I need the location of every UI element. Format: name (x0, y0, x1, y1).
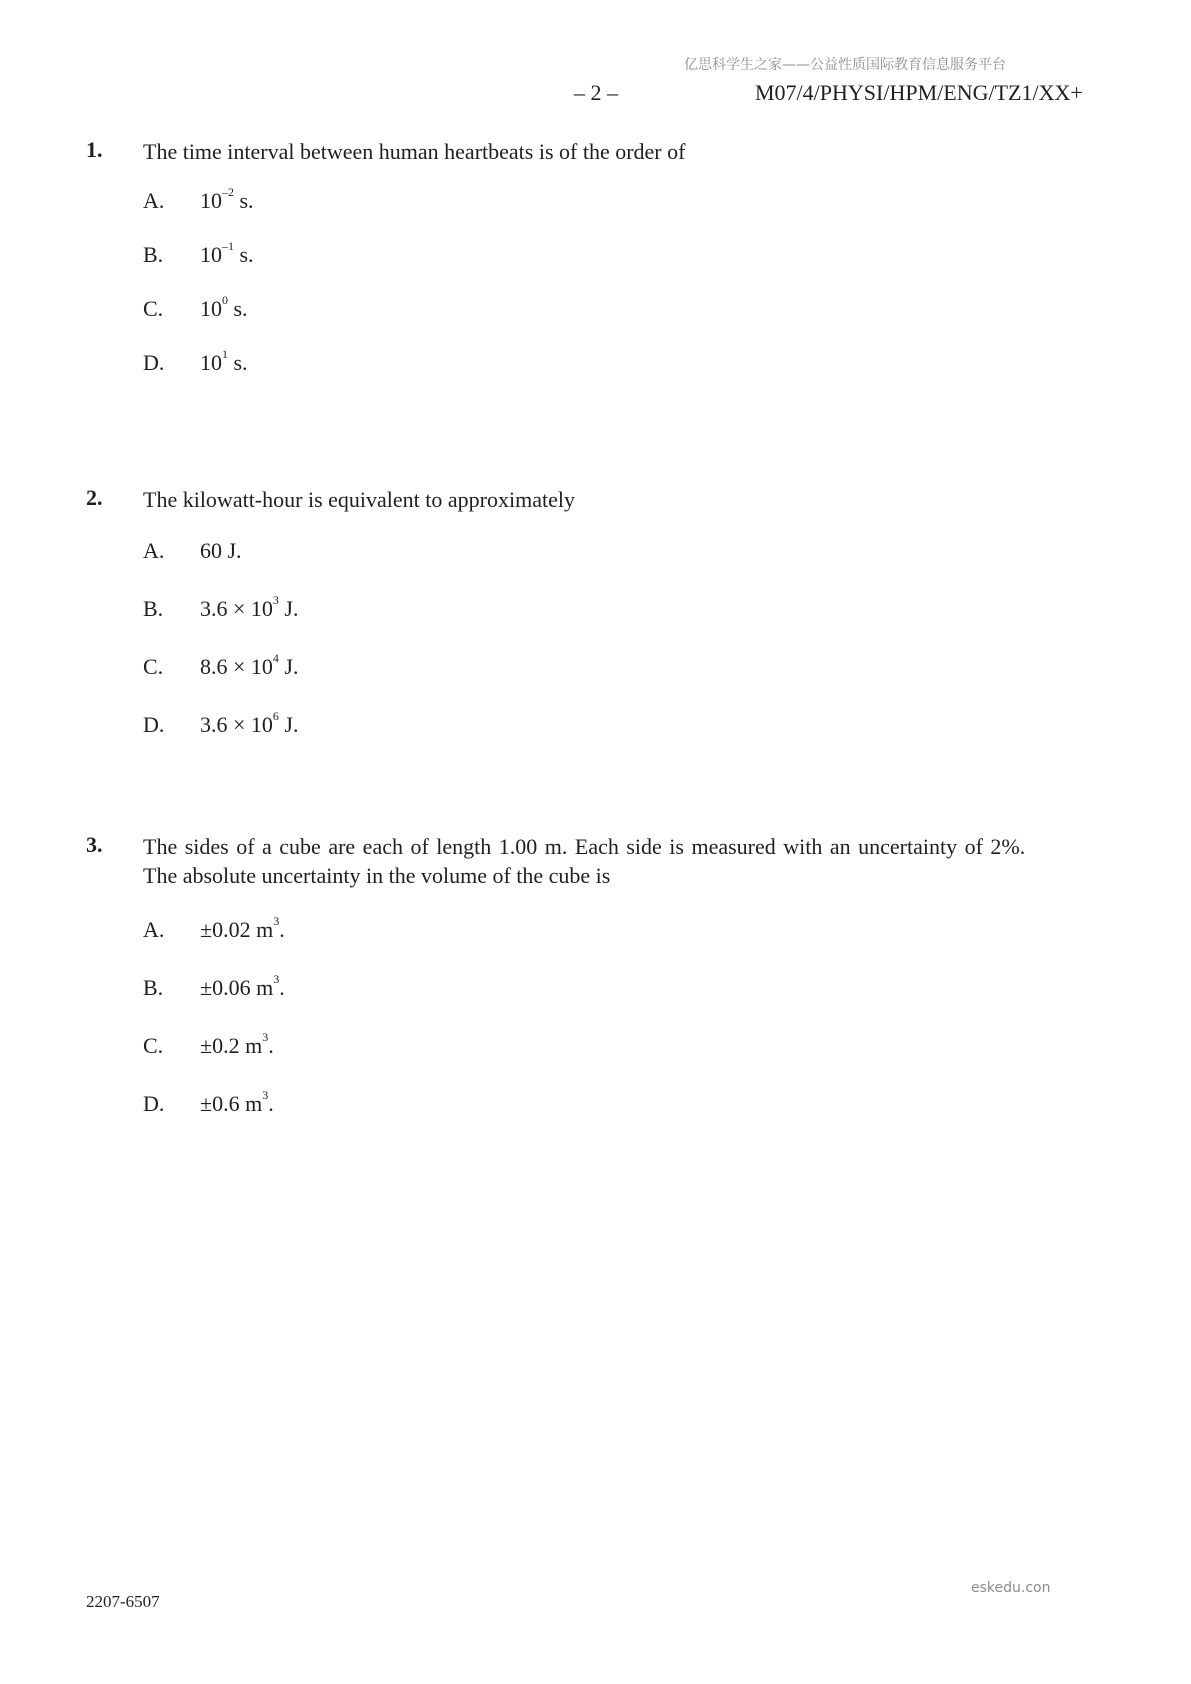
question-number: 2. (86, 485, 103, 510)
question-text (143, 485, 1191, 514)
option-text: ±0.06 $m^3$. (200, 972, 285, 1000)
option-text: $10^{-1}$ s. (200, 239, 254, 267)
option-letter: B. (143, 242, 164, 267)
question-line: The kilowatt-hour is equivalent to approximately (143, 487, 575, 512)
option-letter: B. (143, 596, 164, 621)
option-text: $10^1$ s. (200, 347, 248, 375)
page-number: – 2 – (574, 80, 618, 105)
question-number: 1. (86, 137, 103, 162)
question-text (143, 832, 1191, 890)
option-letter: D. (143, 1091, 165, 1116)
option-letter: A. (143, 188, 165, 213)
option-text: $8.6 \times 10^4$ J. (200, 651, 299, 679)
watermark-header: 亿思科学生之家——公益性质国际教育信息服务平台 (684, 57, 1006, 73)
option-letter: D. (143, 350, 165, 375)
option-letter: B. (143, 975, 164, 1000)
question-text (143, 137, 1191, 166)
option-text: $3.6 \times 10^6$ J. (200, 709, 299, 737)
question-line: The time interval between human heartbeats is of the order of (143, 139, 686, 164)
option-text: $3.6 \times 10^3$ J. (200, 593, 299, 621)
option-letter: C. (143, 1033, 164, 1058)
option-letter: C. (143, 296, 164, 321)
question-number: 3. (86, 832, 103, 857)
option-text: 60 J. (200, 538, 242, 563)
option-letter: C. (143, 654, 164, 679)
option-text: ±0.6 $m^3$. (200, 1088, 274, 1116)
option-letter: A. (143, 538, 165, 563)
option-text: $10^0$ s. (200, 293, 248, 321)
option-letter: A. (143, 917, 165, 942)
option-text: ±0.2 $m^3$. (200, 1030, 274, 1058)
paper-code: M07/4/PHYSI/HPM/ENG/TZ1/XX+ (755, 80, 1083, 105)
option-letter: D. (143, 712, 165, 737)
footer-code: 2207-6507 (86, 1592, 160, 1611)
option-text: $10^{-2}$ s. (200, 185, 254, 213)
watermark-footer: eskedu.con (971, 1580, 1051, 1596)
question-line: The absolute uncertainty in the volume of the cube is (143, 863, 611, 888)
question-line: The sides of a cube are each of length 1.00 m. Each side is measured with an uncertainty of 2%. (143, 834, 1026, 859)
option-text: ±0.02 $m^3$. (200, 914, 285, 942)
